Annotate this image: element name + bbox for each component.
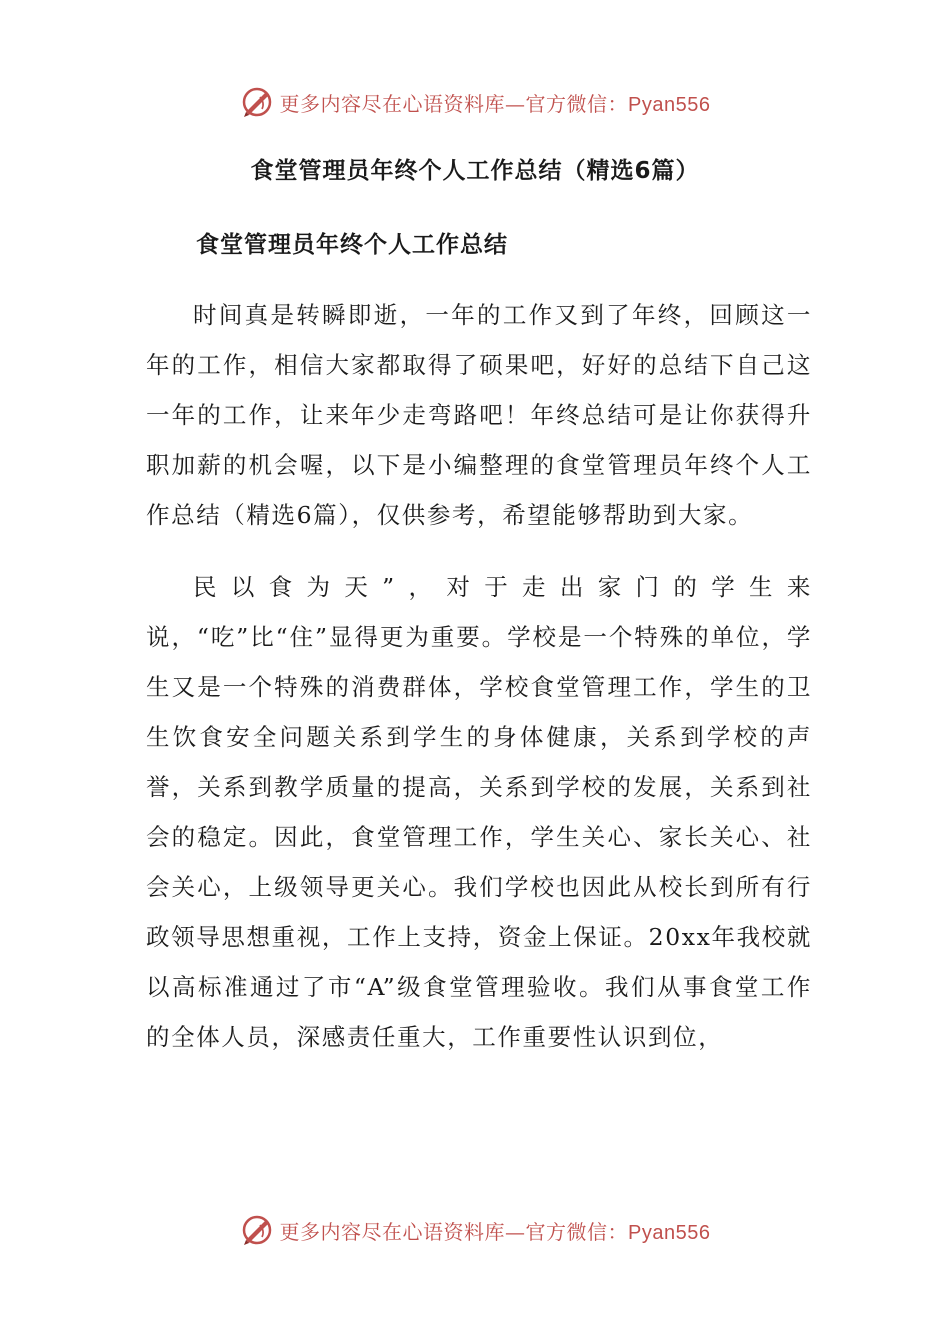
paragraph-intro: 时间真是转瞬即逝，一年的工作又到了年终，回顾这一年的工作，相信大家都取得了硕果吧，好好的总结下自己这一年的工作，让来年少走弯路吧！年终总结可是让你获得升职加薪的机会喔，以下是小编整理的食堂管理员年终个人工作总结（精选6篇），仅供参考，希望能够帮助到大家。 [146, 301, 812, 529]
banner-text: 更多内容尽在心语资料库—官方微信：Pyan556 [279, 91, 711, 116]
banner-account: Pyan556 [628, 93, 711, 116]
paragraph-body: 民以食为天”，对于走出家门的学生来说，“吃”比“住”显得更为重要。学校是一个特殊的单位，学生又是一个特殊的消费群体，学校食堂管理工作，学生的卫生饮食安全问题关系到学生的身体健康，关系到学校的声誉，关系到教学质量的提高，关系到学校的发展，关系到社会的稳定。因此，食堂管理工作，学生关心、家长关心、社会关心，上级领导更关心。我们学校也因此从校长到所有行政领导思想重视，工作上支持，资金上保证。20xx年我校就以高标准通过了市“A”级食堂管理验收。我们从事食堂工作的全体人员，深感责任重大，工作重要性认识到位， [146, 573, 812, 1051]
banner-text: 更多内容尽在心语资料库—官方微信：Pyan556 [279, 1219, 711, 1244]
header-banner [0, 82, 950, 122]
banner-account: Pyan556 [628, 1221, 711, 1244]
pen-circle-logo-icon [240, 85, 274, 119]
section-title: 食堂管理员年终个人工作总结 [196, 232, 508, 258]
document-body [146, 290, 812, 1062]
pen-circle-logo-icon [240, 1213, 274, 1247]
document-title: 食堂管理员年终个人工作总结（精选6篇） [250, 158, 700, 184]
footer-banner [0, 1210, 950, 1250]
